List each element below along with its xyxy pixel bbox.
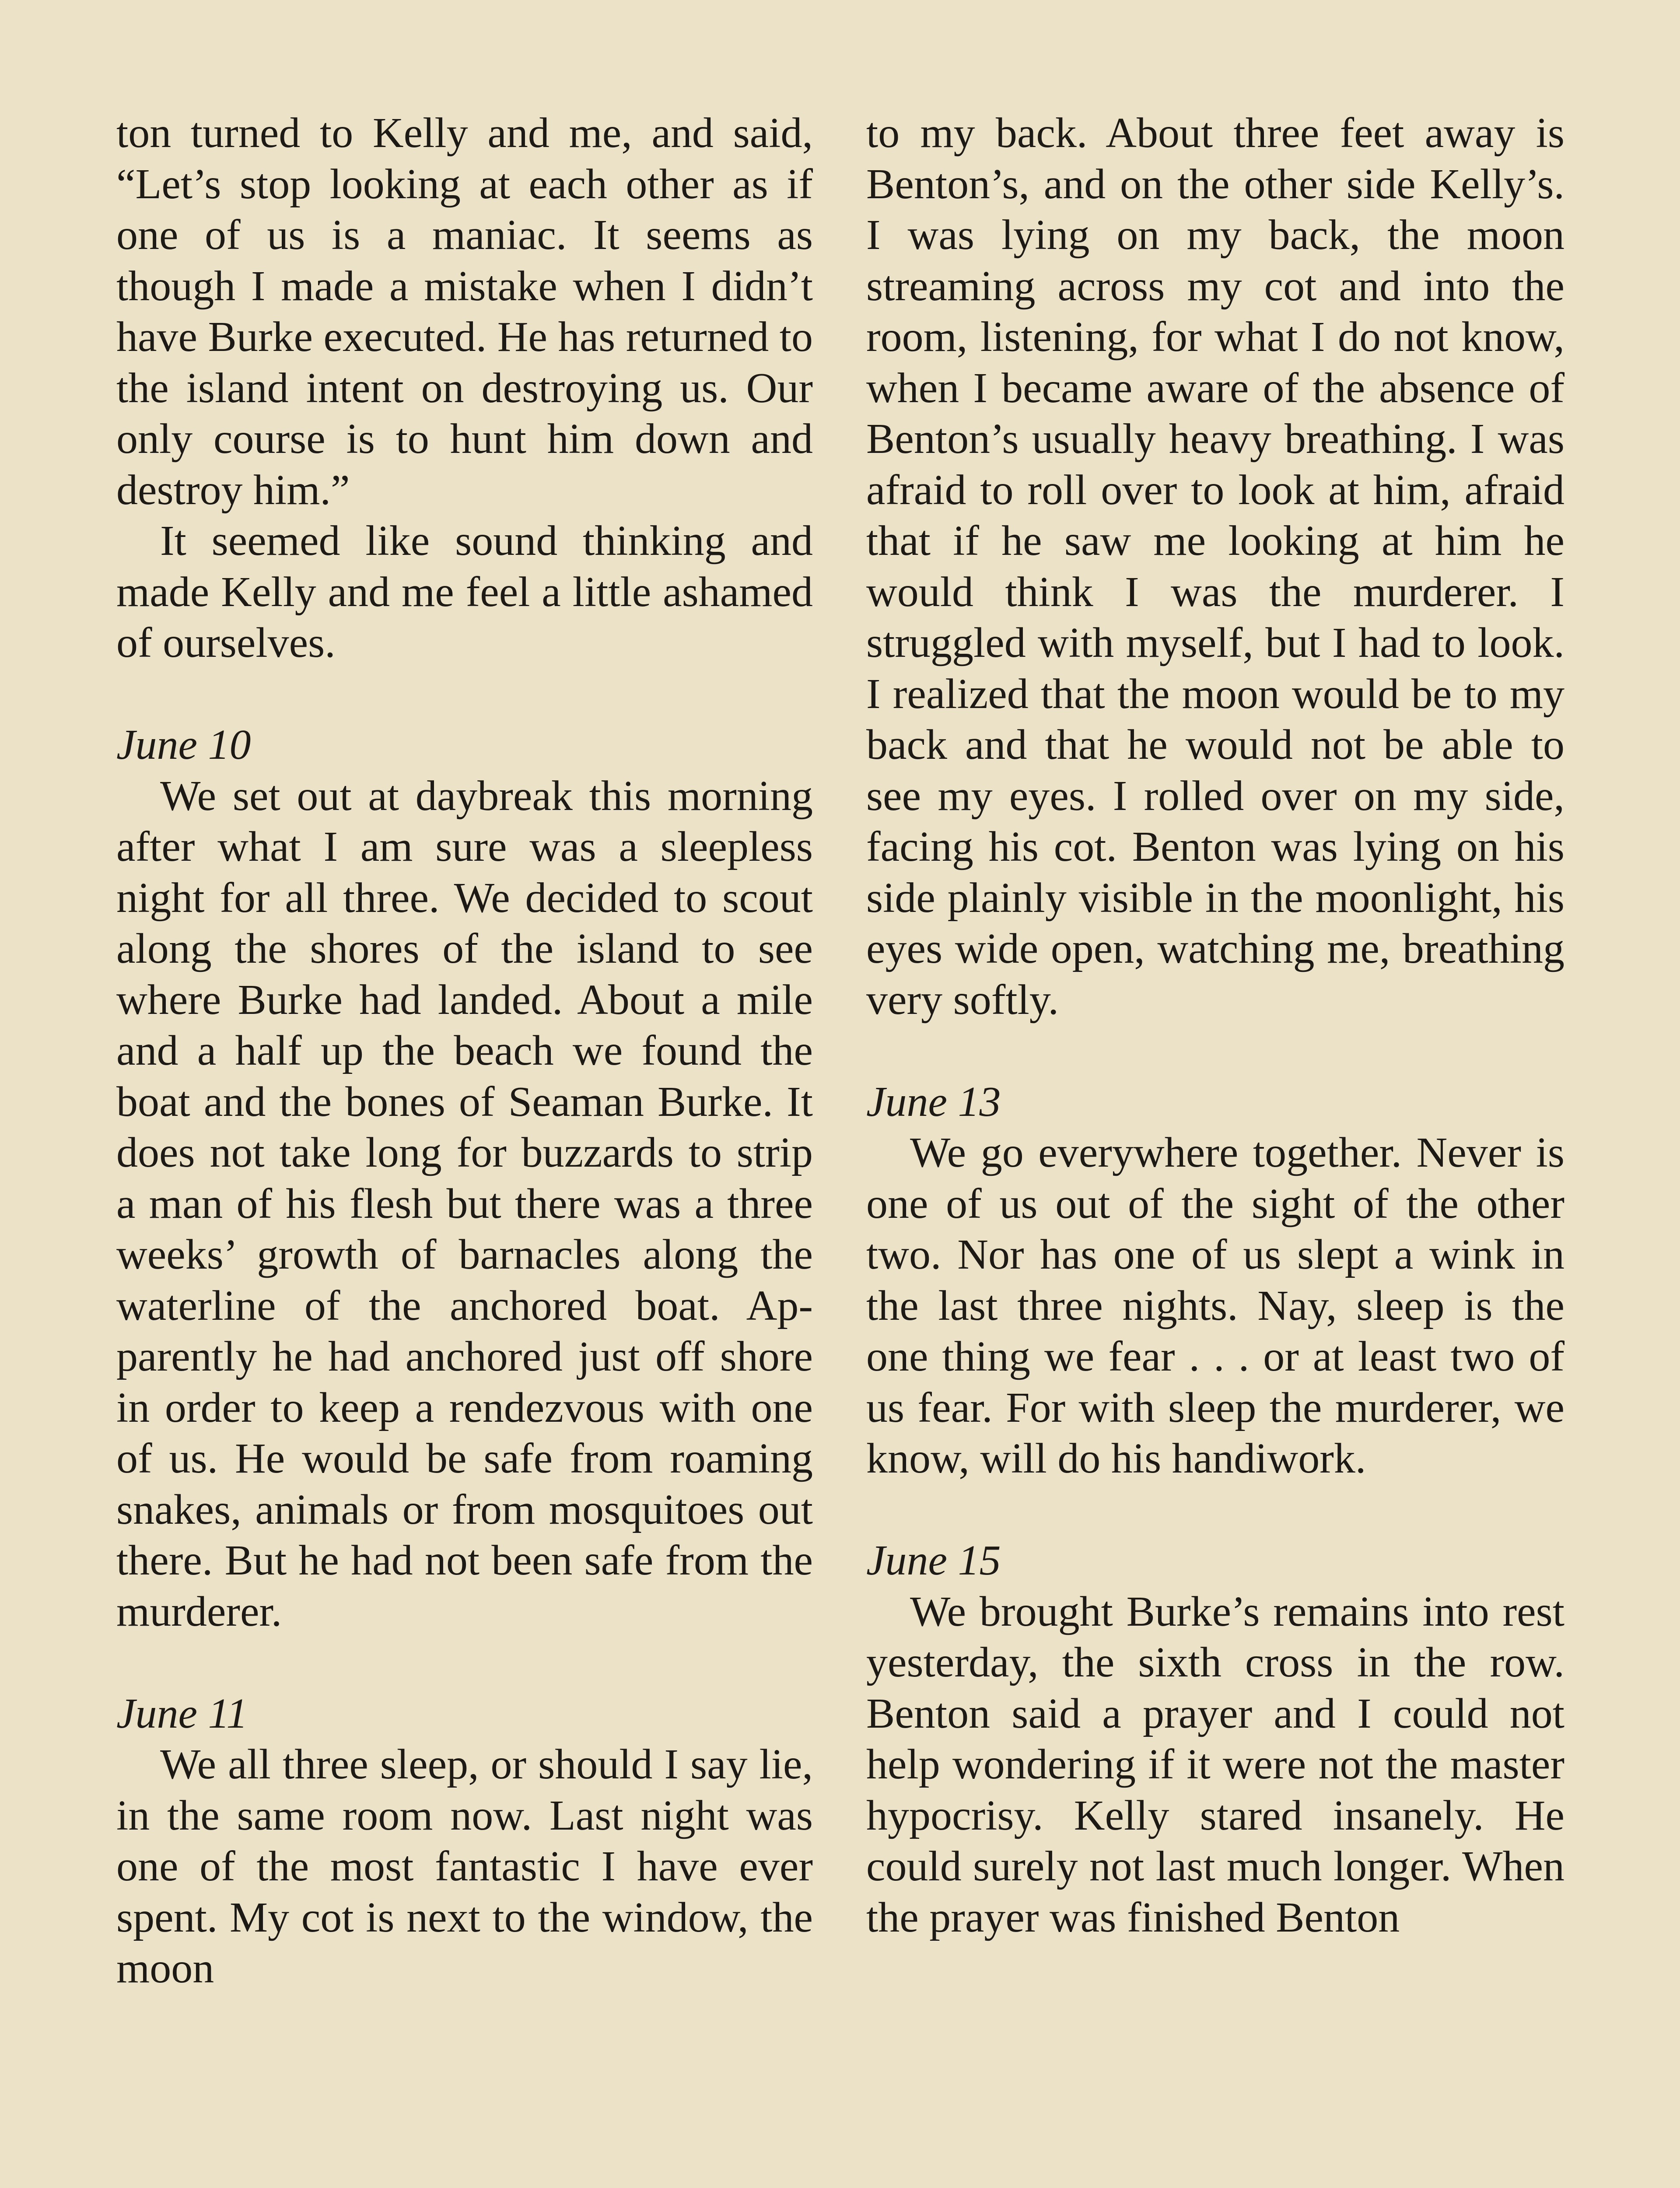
left-text-column xyxy=(116,108,813,1994)
diary-date-heading: June 13 xyxy=(866,1078,1001,1126)
paragraph: It seemed like sound thinking and made Kelly and me feel a little ashamed of ourselves. xyxy=(116,517,813,666)
paragraph: We go everywhere together. Never is one of us out of the sight of the other two. Nor has one of us slept a wink in the last three nights. Nay, sleep is the one thing we fear . . . or at least two of us fear. For with sleep the murderer, we know, will do his handiwork. xyxy=(866,1129,1564,1482)
diary-date-heading: June 15 xyxy=(866,1537,1001,1584)
paragraph: We brought Burke’s remains into rest yesterday, the sixth cross in the row. Benton said a prayer and I could not help wondering if it were not the master hypocrisy. Kelly stared insanely. He could surely not last much longer. When the prayer was finished Benton xyxy=(866,1588,1564,1941)
paragraph: We all three sleep, or should I say lie, in the same room now. Last night was one of the most fantastic I have ever spent. My cot is next to the window, the moon xyxy=(116,1741,813,1992)
paragraph: ton turned to Kelly and me, and said, “Let’s stop looking at each other as if one of us is a maniac. It seems as though I made a mistake when I didn’t have Burke executed. He has returned to the island intent on destroying us. Our only course is to hunt him down and destroy him.” xyxy=(116,109,813,514)
diary-date-heading: June 10 xyxy=(116,721,251,768)
diary-date-heading: June 11 xyxy=(116,1690,248,1737)
paragraph: to my back. About three feet away is Benton’s, and on the other side Kelly’s. I was lying on my back, the moon streaming across my cot and into the room, listening, for what I do not know, when I became aware of the absence of Benton’s usually heavy breathing. I was afraid to roll over to look at him, afraid that if he saw me looking at him he would think I was the murderer. I struggled with myself, but I had to look. I realized that the moon would be to my back and that he would not be able to see my eyes. I rolled over on my side, facing his cot. Benton was lying on his side plainly visible in the moonlight, his eyes wide open, watching me, breathing very softly. xyxy=(866,109,1564,1024)
right-text-column xyxy=(866,108,1564,1943)
paragraph: We set out at daybreak this morning after what I am sure was a sleepless night for all three. We decided to scout along the shores of the island to see where Burke had landed. About a mile and a half up the beach we found the boat and the bones of Seaman Burke. It does not take long for buzzards to strip a man of his flesh but there was a three weeks’ growth of barnacles along the waterline of the anchored boat. Apparently he had anchored just off shore in order to keep a rendezvous with one of us. He would be safe from roaming snakes, animals or from mosquitoes out there. But he had not been safe from the murderer. xyxy=(116,772,813,1635)
